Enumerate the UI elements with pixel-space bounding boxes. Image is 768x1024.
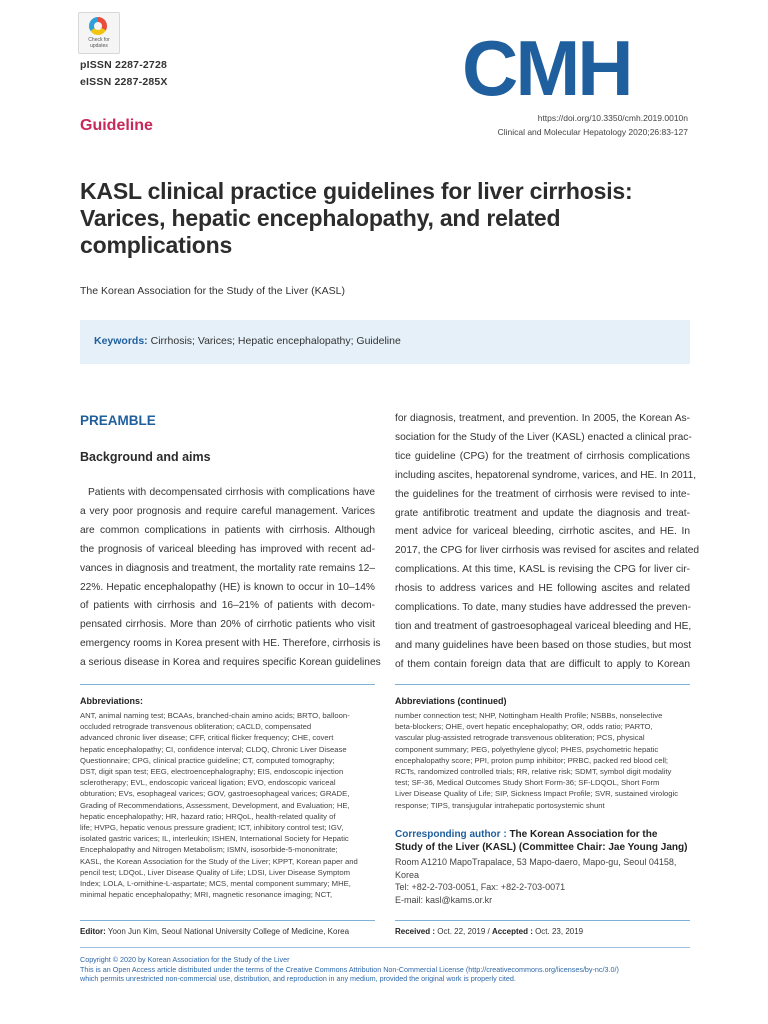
received-date: Oct. 22, 2019 /	[435, 927, 492, 936]
abbreviation-line: occluded retrograde transvenous obliteration; cACLD, compensated	[80, 722, 312, 732]
abbreviation-line: advanced chronic liver disease; CFF, critical flicker frequency; CHE, covert	[80, 733, 334, 743]
abbreviation-line: beta-blockers; OHE, overt hepatic encephalopathy; OR, odds ratio; PARTO,	[395, 722, 653, 732]
body-line: complications. At this time, KASL is revising the CPG for liver cir-	[395, 564, 690, 576]
divider-right	[395, 684, 690, 685]
keywords-box	[80, 320, 690, 364]
article-type: Guideline	[80, 117, 153, 134]
abbreviation-line: KASL, the Korean Association for the Study of the Liver; KPPT, Korean paper and	[80, 856, 358, 866]
body-line: pensated cirrhosis. More than 20% of cirrhotic patients who visit	[80, 619, 375, 631]
body-line: tice guideline (CPG) for the treatment of cirrhosis complications	[395, 450, 690, 462]
corresponding-author-details	[395, 856, 695, 906]
body-line: are common complications in patients with cirrhosis. Although	[80, 524, 375, 536]
body-line: a very poor prognosis and require careful management. Varices	[80, 505, 375, 517]
dates-line	[395, 927, 583, 936]
editor-label: Editor:	[80, 927, 106, 936]
abbreviation-line: obturation; EVs, esophageal varices; GOV, gastroesophageal varices; GRADE,	[80, 789, 350, 799]
section-heading: PREAMBLE	[80, 413, 156, 428]
address-line: Room A1210 MapoTrapalace, 53 Mapo-daero, Mapo-gu, Seoul 04158,	[395, 857, 677, 867]
body-line: emergency rooms in Korea present with HE. Therefore, cirrhosis is	[80, 638, 381, 650]
body-line: of patients with cirrhosis and 16–21% of patients with decom-	[80, 600, 375, 612]
license-line: which permits unrestricted non-commercial use, distribution, and reproduction in any medium, provided the original work is properly cited.	[80, 974, 516, 983]
subsection-heading: Background and aims	[80, 450, 211, 464]
body-line: vances in diagnosis and treatment, the mortality rate remains 12–	[80, 562, 376, 574]
body-line: rhosis to address varices and HE following ascites and related	[395, 583, 690, 595]
body-line: 2017, the CPG for liver cirrhosis was revised for ascites and related	[395, 545, 700, 557]
abbreviations-text	[80, 710, 375, 900]
abbreviation-line: isolated gastric varices; IL, interleukin; ISHEN, International Society for Hepatic	[80, 834, 349, 844]
corresponding-author-heading	[395, 828, 695, 854]
abbreviation-line: component summary; PEG, polyethylene glycol; PHES, psychometric hepatic	[395, 744, 659, 754]
corresponding-author-name: The Korean Association for the	[506, 829, 658, 840]
abbreviation-line: number connection test; NHP, Nottingham Health Profile; NSBBs, nonselective	[395, 711, 663, 720]
crossmark-text: Check for updates	[88, 37, 110, 49]
journal-logo: CMH	[462, 24, 631, 112]
abbreviation-line: minimal hepatic encephalopathy; MRI, magnetic resonance imaging; NCT,	[80, 890, 333, 900]
received-label: Received :	[395, 927, 436, 936]
body-line: and many guidelines have been based on those studies, but most	[395, 639, 692, 651]
abbreviation-line: encephalopathy score; PPI, proton pump inhibitor; PRBC, packed red blood cell;	[395, 755, 669, 765]
copyright-notice	[80, 955, 619, 984]
phone-fax: Tel: +82-2-703-0051, Fax: +82-2-703-0071	[395, 882, 566, 892]
body-line: complications. To date, many studies have addressed the preven-	[395, 602, 691, 614]
abbreviation-line: Liver Disease Quality of Life; SIP, Sickness Impact Profile; SVR, sustained virologic	[395, 789, 679, 799]
body-line: for diagnosis, treatment, and prevention. In 2005, the Korean As-	[395, 413, 690, 424]
abbreviation-line: ANT, animal naming test; BCAAs, branched-chain amino acids; BRTO, balloon-	[80, 711, 350, 720]
print-issn: pISSN 2287-2728	[80, 59, 168, 71]
author-line: The Korean Association for the Study of the Liver (KASL)	[80, 285, 345, 297]
right-column-text	[395, 410, 700, 675]
body-line: ment advice for variceal bleeding, cirrhotic ascites, and HE. In	[395, 526, 690, 538]
abbreviation-line: pencil test; LDQoL, Liver Disease Quality of Life; LDSI, Liver Disease Symptom	[80, 867, 351, 877]
keywords-value: Cirrhosis; Varices; Hepatic encephalopathy; Guideline	[147, 335, 401, 347]
abbreviation-line: Grading of Recommendations, Assessment, Development, and Evaluation; HE,	[80, 800, 350, 810]
corresponding-author-label: Corresponding author :	[395, 829, 507, 840]
accepted-date: Oct. 23, 2019	[532, 927, 584, 936]
editor-line	[80, 927, 349, 936]
body-line: Patients with decompensated cirrhosis with complications have	[88, 487, 375, 498]
abbreviation-line: RCTs, randomized controlled trials; RR, relative risk; SDMT, symbol digit modality	[395, 767, 672, 777]
abbreviation-line: Index; LOLA, L-ornithine-L-aspartate; MCS, mental component summary; MHE,	[80, 879, 351, 889]
abbreviation-line: life; HVPG, hepatic venous pressure gradient; ICT, inhibitory control test; IGV,	[80, 823, 344, 833]
citation: Clinical and Molecular Hepatology 2020;26:83-127	[497, 127, 688, 137]
electronic-issn: eISSN 2287-285X	[80, 76, 168, 88]
address-line: Korea	[395, 869, 420, 880]
abbreviation-line: test; SF-36, Medical Outcomes Study Short Form-36; SF-LDQOL, Short Form	[395, 778, 660, 788]
keywords	[94, 335, 401, 347]
email[interactable]: E-mail: kasl@kams.or.kr	[395, 894, 493, 905]
abbreviation-line: hepatic encephalopathy; HR, hazard ratio; HRQoL, health-related quality of	[80, 811, 336, 821]
body-line: the guidelines for the treatment of cirrhosis were revised to inte-	[395, 488, 690, 500]
abbreviation-line: Encephalopathy and Nitrogen Metabolism; ISMN, isosorbide-5-mononitrate;	[80, 845, 338, 855]
abbreviation-line: hepatic encephalopathy; CI, confidence interval; CLDQ, Chronic Liver Disease	[80, 744, 347, 754]
abbreviation-line: vascular plug-assisted retrograde transvenous obliteration; PCS, physical	[395, 733, 645, 743]
body-line: the prognosis of variceal bleeding has improved with recent ad-	[80, 543, 375, 555]
abbreviations-continued-text	[395, 710, 690, 811]
abbreviation-line: sclerotherapy; EVL, endoscopic variceal ligation; EVO, endoscopic variceal	[80, 778, 336, 788]
body-line: including ascites, hepatorenal syndrome, varices, and HE. In 2011,	[395, 469, 697, 481]
abbreviations-heading: Abbreviations:	[80, 696, 144, 706]
article-title: KASL clinical practice guidelines for liver cirrhosis: Varices, hepatic encephalopathy, and related complications	[80, 178, 633, 258]
body-line: tion and treatment of gastroesophageal variceal bleeding and HE,	[395, 620, 692, 632]
crossmark-icon	[89, 17, 107, 35]
abbreviation-line: DST, digit span test; EEG, electroencephalography; EIS, endoscopic injection	[80, 767, 344, 777]
copyright-line: Copyright © 2020 by Korean Association for the Study of the Liver	[80, 955, 290, 964]
divider-footer	[80, 947, 690, 948]
corresponding-author-name-cont: Study of the Liver (KASL) (Committee Chair: Jae Young Jang)	[395, 842, 688, 853]
divider-left	[80, 684, 375, 685]
editor-value: Yoon Jun Kim, Seoul National University College of Medicine, Korea	[105, 927, 350, 936]
body-line: grate antifibrotic treatment and update the diagnosis and treat-	[395, 507, 690, 519]
body-line: sociation for the Study of the Liver (KASL) enacted a clinical prac-	[395, 431, 692, 443]
crossmark-badge[interactable]	[78, 12, 120, 54]
left-column-text	[80, 484, 381, 673]
body-line: of them contain foreign data that are difficult to apply to Korean	[395, 658, 690, 670]
license-line[interactable]: This is an Open Access article distributed under the terms of the Creative Commons Attribution Non-Commercial License (http://creativecommons.org/licenses/by-nc/3.0/)	[80, 964, 619, 974]
body-line: 22%. Hepatic encephalopathy (HE) is known to occur in 10–14%	[80, 581, 375, 593]
divider-right-lower	[395, 920, 690, 921]
abbreviation-line: Questionnaire; CPG, clinical practice guideline; CT, computed tomography;	[80, 755, 335, 765]
abbreviations-continued-heading: Abbreviations (continued)	[395, 696, 507, 706]
body-line: a serious disease in Korea and requires specific Korean guidelines	[80, 657, 381, 669]
accepted-label: Accepted :	[491, 927, 533, 936]
divider-left-lower	[80, 920, 375, 921]
doi-link[interactable]: https://doi.org/10.3350/cmh.2019.0010n	[537, 113, 688, 123]
abbreviation-line: response; TIPS, transjugular intrahepatic portosystemic shunt	[395, 800, 605, 810]
keywords-label: Keywords:	[94, 335, 148, 347]
